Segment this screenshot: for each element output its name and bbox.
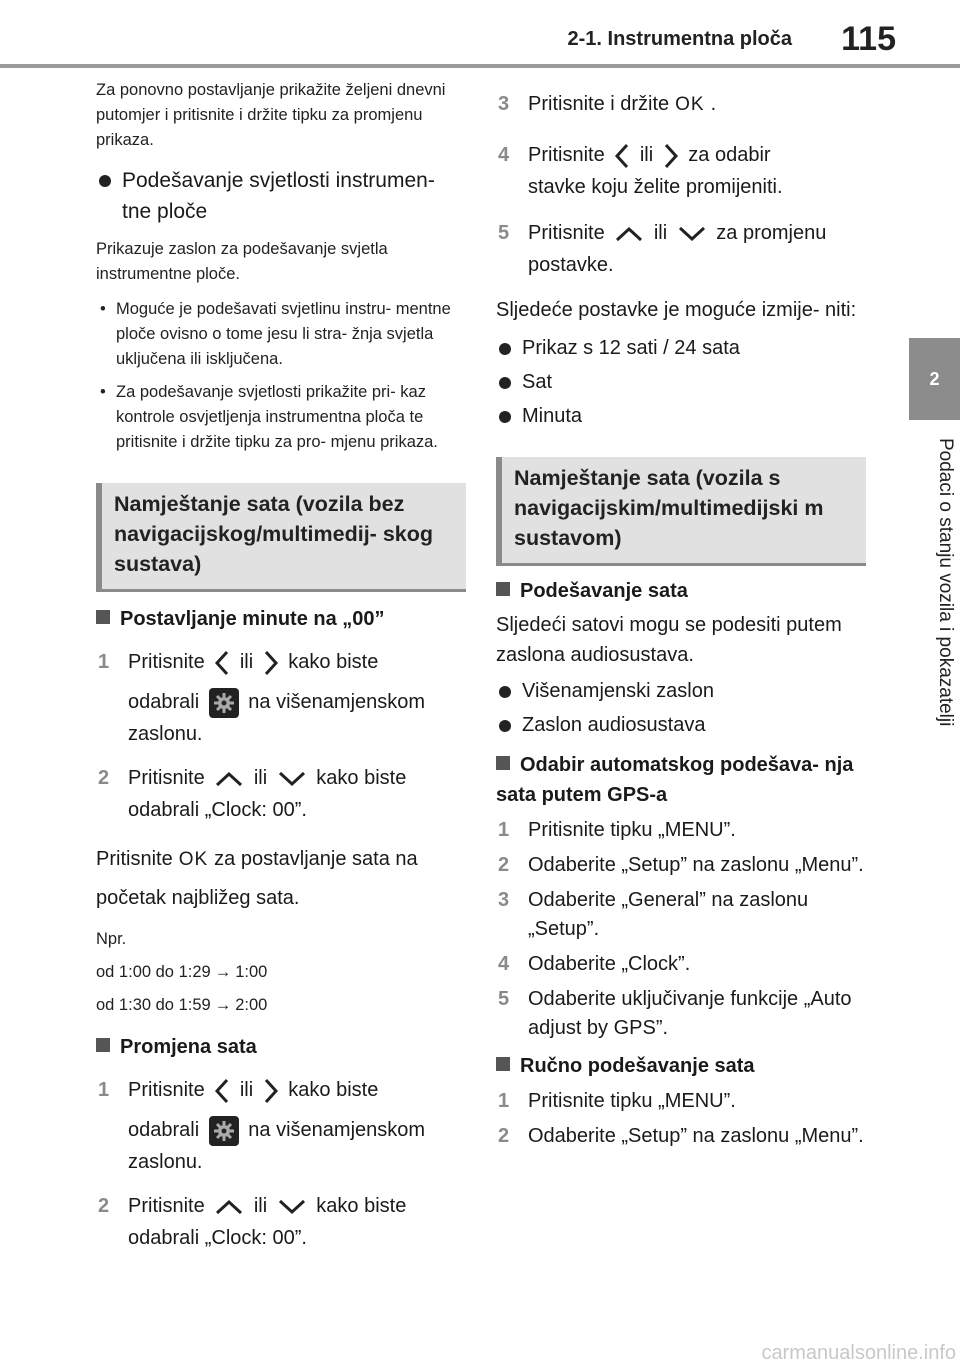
step-number: 5: [498, 222, 510, 244]
settings-gear-icon: [209, 1116, 239, 1146]
step: 5 Pritisnite ili za promjenu postavke.: [496, 217, 866, 281]
page-number: 115: [841, 20, 896, 58]
chevron-down-icon: [277, 1198, 307, 1216]
clock-no-nav-box: Namještanje sata (vozila bez navigacijskog/multimedij- skog sustava): [96, 483, 466, 592]
chevron-right-icon: [263, 650, 279, 676]
step: 1 Pritisnite ili kako biste odabrali na višenamjenskom zaslonu.: [96, 646, 466, 750]
step: 4 Pritisnite ili za odabir stavke koju želite promijeniti.: [496, 139, 866, 203]
step: [496, 851, 866, 880]
step: [496, 950, 866, 979]
step-number: 4: [498, 953, 510, 975]
chevron-up-icon: [214, 770, 244, 788]
step: 1 Pritisnite ili kako biste odabrali na višenamjenskom zaslonu.: [96, 1074, 466, 1178]
chevron-down-icon: [277, 770, 307, 788]
square-marker: [496, 582, 510, 596]
chapter-label: Podaci o stanju vozila i pokazatelji: [935, 438, 956, 727]
chapter-tab: 2: [909, 338, 960, 420]
chevron-up-icon: [214, 1198, 244, 1216]
step-text: Odaberite „General” na zaslonu „Setup”.: [528, 889, 809, 940]
intro-text: Za ponovno postavljanje prikažite željeni dnevni putomjer i pritisnite i držite tipku za promjenu prikaza.: [96, 81, 446, 149]
step-number: 2: [498, 1125, 510, 1147]
step: 3 Pritisnite i držite OK .: [496, 88, 866, 121]
step-number: 5: [498, 988, 510, 1010]
ok-button-label: OK: [178, 849, 209, 870]
chevron-down-icon: [677, 225, 707, 243]
ok-button-label: OK: [675, 94, 705, 115]
page-header: [0, 0, 960, 70]
chevron-right-icon: [263, 1078, 279, 1104]
square-marker: [496, 1057, 510, 1071]
clock-item: Višenamjenski zaslon: [496, 674, 866, 708]
subheading-minute: Postavljanje minute na „00”: [96, 604, 466, 634]
step-text: Odaberite „Setup” na zaslonu „Menu”.: [528, 1125, 864, 1147]
subheading-change-clock: Promjena sata: [96, 1032, 466, 1062]
note-bullet: • Za podešavanje svjetlosti prikažite pri- kaz kontrole osvjetljenja instrumentna ploča te pritisnite i držite tipku za pro- mjenu prikaza.: [96, 380, 466, 455]
square-marker: [96, 1038, 110, 1052]
step: [496, 1087, 866, 1116]
step-number: 1: [98, 1079, 110, 1101]
step-text: Odaberite „Clock”.: [528, 953, 691, 975]
step-number: 2: [98, 767, 110, 789]
step: [496, 985, 866, 1043]
chevron-left-icon: [614, 143, 630, 169]
note-bullet: • Moguće je podešavati svjetlinu instru- mentne ploče ovisno o tome jesu li stra- žnja svjetla uključena ili isključena.: [96, 297, 466, 372]
step-text: Odaberite „Setup” na zaslonu „Menu”.: [528, 854, 864, 876]
step-text: Odaberite uključivanje funkcije „Auto adjust by GPS”.: [528, 988, 852, 1039]
settings-item: Minuta: [496, 399, 866, 433]
step-number: 2: [98, 1195, 110, 1217]
step: 2 Pritisnite ili kako biste odabrali „Clock: 00”.: [96, 762, 466, 826]
chevron-right-icon: [663, 143, 679, 169]
settings-intro: Sljedeće postavke je moguće izmije- niti:: [496, 299, 857, 321]
step-number: 1: [498, 1090, 510, 1112]
gps-steps-list: [496, 816, 866, 1043]
square-marker: [96, 610, 110, 624]
step-number: 2: [498, 854, 510, 876]
subheading-gps: Odabir automatskog podešava- nja sata putem GPS-a: [496, 754, 854, 806]
step-text: Pritisnite tipku „MENU”.: [528, 1090, 736, 1112]
settings-gear-icon: [209, 688, 239, 718]
section-title: 2-1. Instrumentna ploča: [567, 28, 792, 50]
brightness-heading: Podešavanje svjetlosti instrumen- tne ploče: [96, 165, 466, 227]
clocks-intro: Sljedeći satovi mogu se podesiti putem zaslona audiosustava.: [496, 614, 842, 666]
step-number: 1: [498, 819, 510, 841]
right-column: [496, 88, 866, 1151]
step-number: 1: [98, 651, 110, 673]
chevron-left-icon: [214, 650, 230, 676]
settings-item: Prikaz s 12 sati / 24 sata: [496, 331, 866, 365]
chevron-left-icon: [214, 1078, 230, 1104]
header-rule: [0, 64, 960, 68]
square-marker: [496, 756, 510, 770]
manual-steps-list: [496, 1087, 866, 1151]
clock-item: Zaslon audiosustava: [496, 708, 866, 742]
step: [496, 886, 866, 944]
example-line: od 1:30 do 1:59 → 2:00: [96, 996, 268, 1014]
step-number: 4: [498, 144, 510, 166]
ok-instruction: Pritisnite OK za postavljanje sata na početak najbližeg sata.: [96, 848, 418, 909]
example-line: od 1:00 do 1:29 → 1:00: [96, 963, 268, 981]
watermark: carmanualsonline.info: [761, 1342, 956, 1364]
step-number: 3: [498, 889, 510, 911]
settings-item: Sat: [496, 365, 866, 399]
clock-nav-box: Namještanje sata (vozila s navigacijskim/multimedijski m sustavom): [496, 457, 866, 566]
brightness-text: Prikazuje zaslon za podešavanje svjetla instrumentne ploče.: [96, 240, 388, 283]
chevron-up-icon: [614, 225, 644, 243]
subheading-manual: Ručno podešavanje sata: [496, 1051, 866, 1081]
step-text: Pritisnite tipku „MENU”.: [528, 819, 736, 841]
step: [496, 1122, 866, 1151]
example-label: Npr.: [96, 930, 127, 948]
step: [496, 816, 866, 845]
subheading-clock-setting: Podešavanje sata: [496, 576, 866, 606]
left-column: [96, 78, 466, 1254]
step-number: 3: [498, 93, 510, 115]
step: 2 Pritisnite ili kako biste odabrali „Clock: 00”.: [96, 1190, 466, 1254]
